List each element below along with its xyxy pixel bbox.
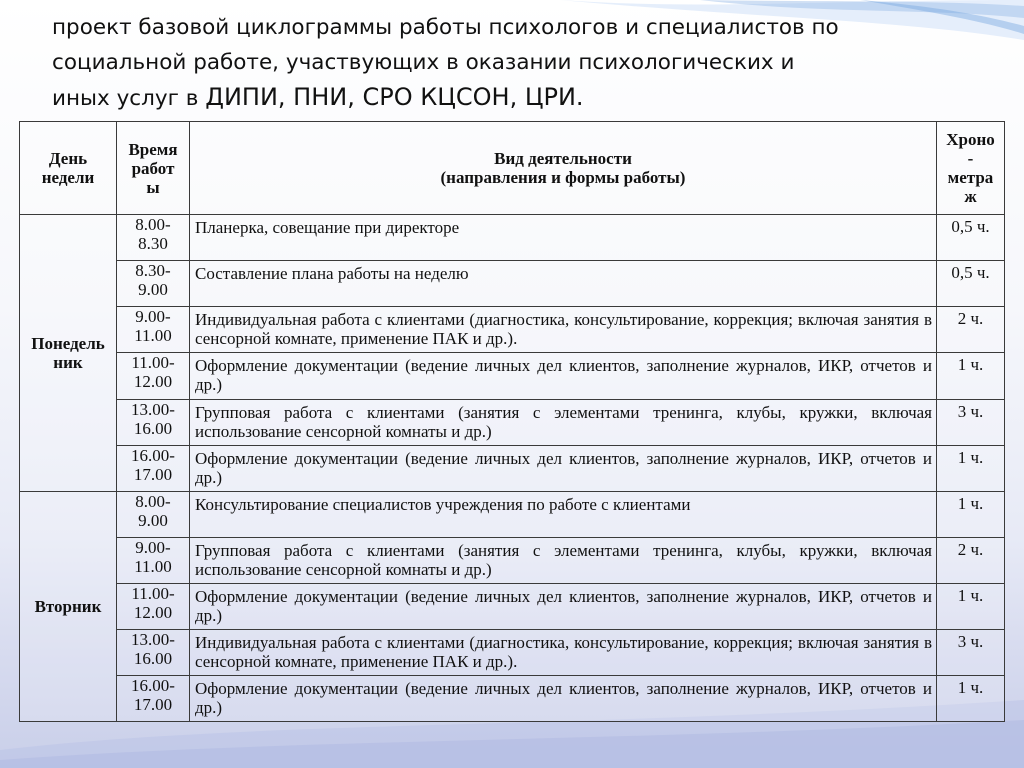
duration-cell: 1 ч.	[937, 492, 1005, 538]
day-cell-tuesday: Вторник	[20, 492, 117, 722]
table-row	[20, 630, 1005, 676]
table-row	[20, 307, 1005, 353]
activity-cell: Оформление документации (ведение личных дел клиентов, заполнение журналов, ИКР, отчетов и др.)	[190, 676, 937, 722]
title-line-3-text: иных услуг в	[52, 86, 206, 111]
time-cell: 16.00- 17.00	[117, 676, 190, 722]
duration-cell: 2 ч.	[937, 307, 1005, 353]
time-cell: 8.00- 8.30	[117, 215, 190, 261]
duration-cell: 3 ч.	[937, 400, 1005, 446]
table-row	[20, 584, 1005, 630]
duration-cell: 1 ч.	[937, 584, 1005, 630]
activity-cell: Групповая работа с клиентами (занятия с элементами тренинга, клубы, кружки, включая использование сенсорной комнаты и др.)	[190, 538, 937, 584]
time-cell: 13.00- 16.00	[117, 400, 190, 446]
page-title	[52, 10, 992, 116]
time-cell: 11.00- 12.00	[117, 353, 190, 400]
time-cell: 8.30- 9.00	[117, 261, 190, 307]
table-row	[20, 538, 1005, 584]
header-day: День недели	[20, 122, 117, 215]
activity-cell: Групповая работа с клиентами (занятия с элементами тренинга, клубы, кружки, включая использование сенсорной комнаты и др.)	[190, 400, 937, 446]
title-line-1: проект базовой циклограммы работы психологов и специалистов по	[52, 15, 839, 40]
table-row	[20, 446, 1005, 492]
duration-cell: 0,5 ч.	[937, 261, 1005, 307]
time-cell: 9.00- 11.00	[117, 538, 190, 584]
duration-cell: 0,5 ч.	[937, 215, 1005, 261]
table-row	[20, 400, 1005, 446]
header-time: Время работ ы	[117, 122, 190, 215]
cyclogram-table	[19, 121, 1005, 722]
header-activity: Вид деятельности (направления и формы работы)	[190, 122, 937, 215]
header-chronometry: Хроно - метра ж	[937, 122, 1005, 215]
time-cell: 11.00- 12.00	[117, 584, 190, 630]
time-cell: 16.00- 17.00	[117, 446, 190, 492]
time-cell: 13.00- 16.00	[117, 630, 190, 676]
table-row	[20, 353, 1005, 400]
day-cell-monday: Понедель ник	[20, 215, 117, 492]
table-header-row	[20, 122, 1005, 215]
activity-cell: Планерка, совещание при директоре	[190, 215, 937, 261]
table-row	[20, 215, 1005, 261]
activity-cell: Составление плана работы на неделю	[190, 261, 937, 307]
time-cell: 9.00- 11.00	[117, 307, 190, 353]
activity-cell: Оформление документации (ведение личных дел клиентов, заполнение журналов, ИКР, отчетов и др.)	[190, 584, 937, 630]
activity-cell: Консультирование специалистов учреждения по работе с клиентами	[190, 492, 937, 538]
table-row	[20, 492, 1005, 538]
activity-cell: Индивидуальная работа с клиентами (диагностика, консультирование, коррекция; включая занятия в сенсорной комнате, применение ПАК и др.).	[190, 630, 937, 676]
activity-cell: Индивидуальная работа с клиентами (диагностика, консультирование, коррекция; включая занятия в сенсорной комнате, применение ПАК и др.).	[190, 307, 937, 353]
duration-cell: 2 ч.	[937, 538, 1005, 584]
activity-cell: Оформление документации (ведение личных дел клиентов, заполнение журналов, ИКР, отчетов и др.)	[190, 353, 937, 400]
time-cell: 8.00- 9.00	[117, 492, 190, 538]
title-line-3	[52, 80, 992, 116]
duration-cell: 1 ч.	[937, 446, 1005, 492]
title-line-2: социальной работе, участвующих в оказании психологических и	[52, 50, 795, 75]
duration-cell: 3 ч.	[937, 630, 1005, 676]
table-row	[20, 261, 1005, 307]
duration-cell: 1 ч.	[937, 353, 1005, 400]
table-row	[20, 676, 1005, 722]
duration-cell: 1 ч.	[937, 676, 1005, 722]
activity-cell: Оформление документации (ведение личных дел клиентов, заполнение журналов, ИКР, отчетов и др.)	[190, 446, 937, 492]
title-institutions: ДИПИ, ПНИ, СРО КЦСОН, ЦРИ.	[205, 83, 584, 111]
